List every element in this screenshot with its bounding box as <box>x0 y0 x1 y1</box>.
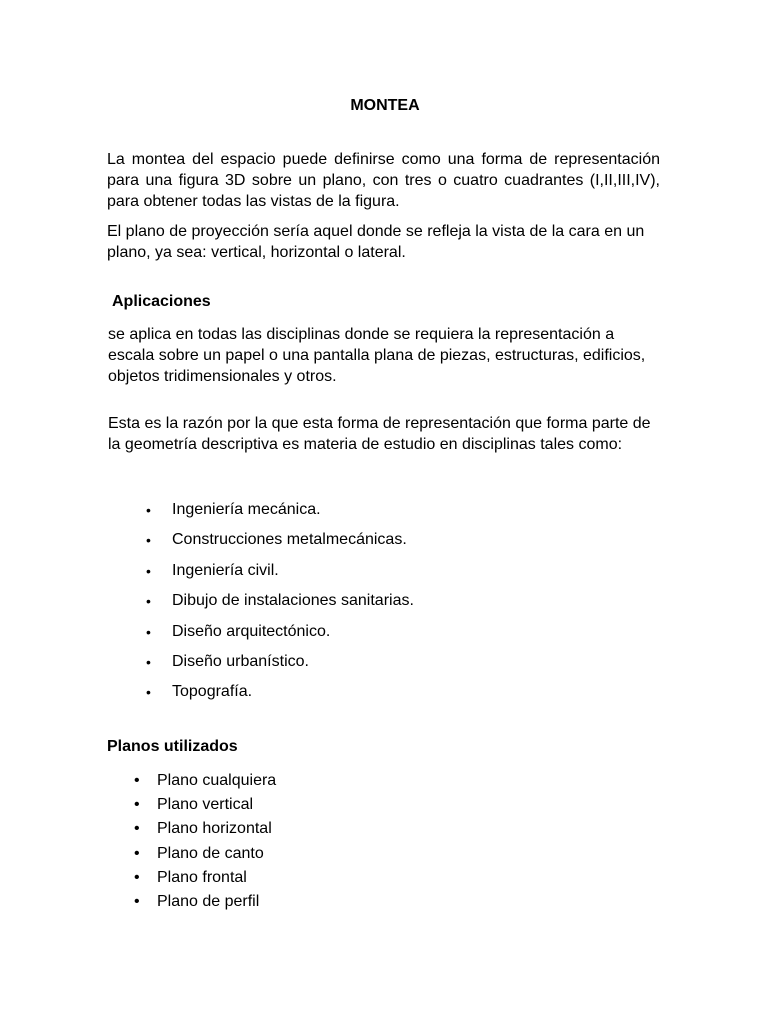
bullet-icon: • <box>134 892 140 910</box>
list-item-label: Plano cualquiera <box>157 772 277 789</box>
list-item-label: Dibujo de instalaciones sanitarias. <box>172 592 414 610</box>
planes-list <box>0 770 276 915</box>
bullet-icon: • <box>134 844 140 862</box>
disciplines-intro-paragraph: Esta es la razón por la que esta forma de representación que forma parte de la geometría descriptiva es materia de estudio en disciplinas tales como: <box>108 415 651 453</box>
bullet-icon: • <box>146 532 151 549</box>
list-item <box>0 621 414 651</box>
list-item <box>0 818 276 842</box>
bullet-icon: • <box>146 653 151 670</box>
list-item <box>0 590 414 620</box>
list-item-label: Plano de perfil <box>157 892 260 910</box>
list-item-label: Plano frontal <box>157 868 247 886</box>
list-item <box>0 867 276 891</box>
list-item-label: Topografía. <box>172 683 253 701</box>
list-item <box>0 651 414 681</box>
list-item-label: Construcciones metalmecánicas. <box>172 531 407 549</box>
list-item-label: Ingeniería civil. <box>172 561 279 579</box>
list-item-label: Plano horizontal <box>157 820 272 838</box>
bullet-icon: • <box>146 684 151 701</box>
list-item <box>0 499 414 529</box>
list-item-label: Plano de canto <box>157 844 264 862</box>
list-item <box>0 794 276 818</box>
bullet-icon: • <box>134 820 140 838</box>
bullet-icon: • <box>146 562 151 579</box>
projection-plane-paragraph: El plano de proyección sería aquel donde se refleja la vista de la cara en un plano, ya sea: vertical, horizontal o lateral. <box>107 223 645 261</box>
intro-paragraph: La montea del espacio puede definirse como una forma de representación para una figura 3D sobre un plano, con tres o cuatro cuadrantes (I,II,III,IV), para obtener todas las vistas de la figura. <box>107 151 660 210</box>
bullet-icon: • <box>134 868 140 886</box>
disciplines-list <box>0 499 414 712</box>
bullet-icon: • <box>134 796 140 814</box>
planes-heading: Planos utilizados <box>107 738 238 755</box>
applications-heading: Aplicaciones <box>112 293 211 310</box>
list-item <box>0 560 414 590</box>
list-item-label: Diseño arquitectónico. <box>172 622 331 640</box>
list-item-label: Diseño urbanístico. <box>172 652 309 670</box>
bullet-icon: • <box>134 772 140 789</box>
list-item <box>0 529 414 559</box>
list-item <box>0 770 276 794</box>
list-item-label: Plano vertical <box>157 796 254 814</box>
applications-paragraph: se aplica en todas las disciplinas donde se requiera la representación a escala sobre un papel o una pantalla plana de piezas, estructuras, edificios, objetos tridimensionales y otros. <box>108 326 646 385</box>
list-item <box>0 843 276 867</box>
bullet-icon: • <box>146 623 151 640</box>
bullet-icon: • <box>146 502 151 518</box>
list-item <box>0 891 276 915</box>
list-item-label: Ingeniería mecánica. <box>172 501 321 518</box>
document-title: MONTEA <box>350 97 420 114</box>
bullet-icon: • <box>146 593 151 610</box>
list-item <box>0 681 414 711</box>
